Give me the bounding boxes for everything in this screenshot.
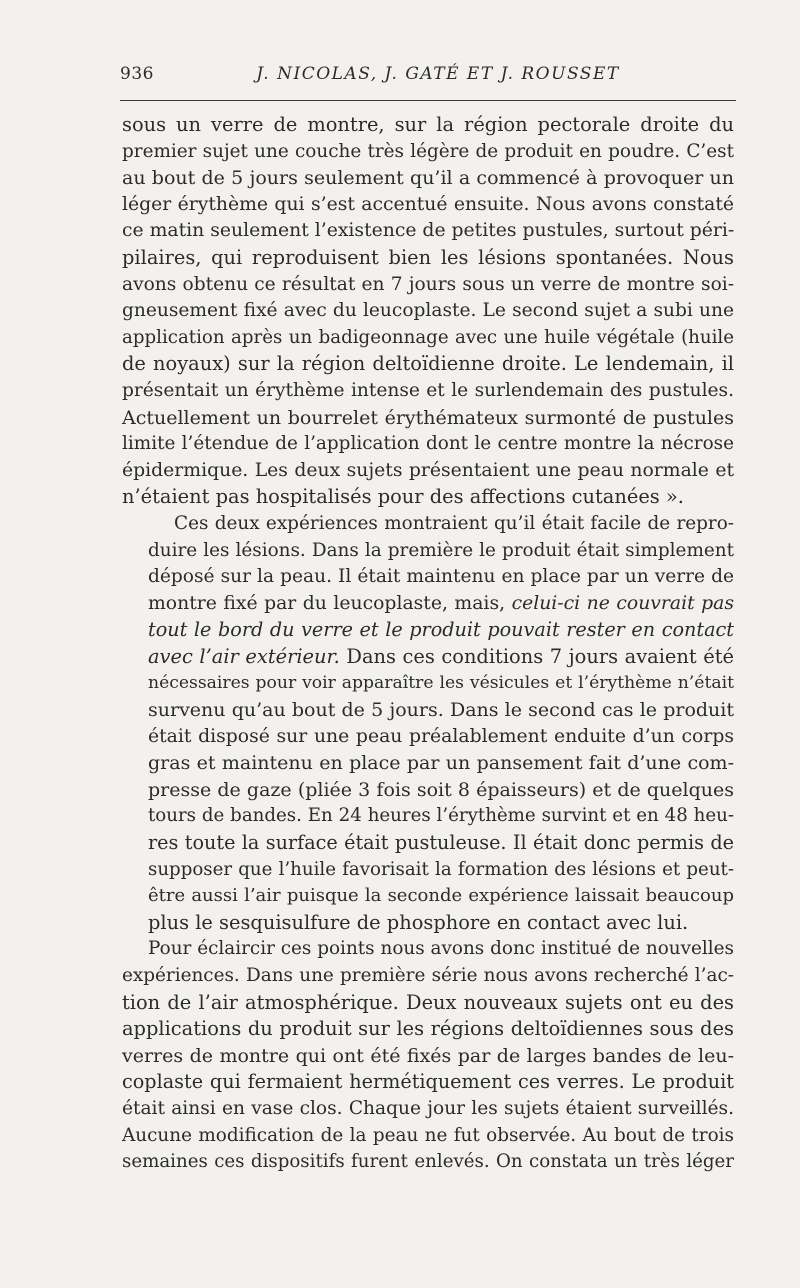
text-line: tion de l’air atmosphérique. Deux nouveaux sujets ont eu des <box>122 990 734 1014</box>
text-line: Actuellement un bourrelet érythémateux surmonté de pustules <box>122 406 734 429</box>
text-line: application après un badigeonnage avec une huile végétale (huile <box>122 326 734 348</box>
text-run: Dans ces conditions 7 jours avaient été <box>339 644 734 668</box>
text-line: supposer que l’huile favorisait la formation des lésions et peut- <box>148 858 734 880</box>
text-line: être aussi l’air puisque la seconde expérience laissait beaucoup <box>148 885 734 907</box>
text-line: Ces deux expériences montraient qu’il était facile de repro- <box>174 512 734 534</box>
paragraph-1 <box>122 112 734 511</box>
text-line: déposé sur la peau. Il était maintenu en place par un verre de <box>148 566 734 588</box>
italic-run: avec l’air extérieur. <box>148 644 340 668</box>
text-line: gras et maintenu en place par un pansement fait d’une com- <box>148 752 734 775</box>
text-line: était disposé sur une peau préalablement enduite d’un corps <box>148 725 734 747</box>
text-line: tours de bandes. En 24 heures l’érythème survint et en 48 heu- <box>148 805 734 827</box>
text-line: Aucune modification de la peau ne fut observée. Au bout de trois <box>122 1124 734 1146</box>
text-run: montre fixé par du leucoplaste, mais, <box>148 592 512 614</box>
text-line: plus le sesquisulfure de phosphore en contact avec lui. <box>148 910 689 934</box>
text-line: nécessaires pour voir apparaître les vésicules et l’érythème n’était <box>148 673 734 694</box>
text-line: de noyaux) sur la région deltoïdienne droite. Le lendemain, il <box>122 352 734 376</box>
text-line: gneusement fixé avec du leucoplaste. Le second sujet a subi une <box>122 300 734 322</box>
text-line: sous un verre de montre, sur la région pectorale droite du <box>122 113 734 136</box>
text-line: presse de gaze (pliée 3 fois soit 8 épaisseurs) et de quelques <box>148 778 734 801</box>
text-line: verres de montre qui ont été fixés par de larges bandes de leu- <box>122 1044 734 1067</box>
text-line: avons obtenu ce résultat en 7 jours sous un verre de montre soi- <box>122 273 734 295</box>
italic-run: celui-ci ne couvrait pas <box>511 592 734 614</box>
text-line: applications du produit sur les régions deltoïdiennes sous des <box>122 1017 734 1041</box>
text-line: n’étaient pas hospitalisés pour des affections cutanées ». <box>122 485 684 509</box>
text-line: duire les lésions. Dans la première le produit était simplement <box>148 539 734 561</box>
page-number: 936 <box>120 64 154 84</box>
italic-run: tout le bord du verre et le produit pouvait rester en contact <box>148 618 734 642</box>
text-line: coplaste qui fermaient hermétiquement ces verres. Le produit <box>122 1070 734 1094</box>
text-line: limite l’étendue de l’application dont le centre montre la nécrose <box>122 433 734 455</box>
text-line: épidermique. Les deux sujets présentaient une peau normale et <box>122 459 734 481</box>
text-line-italic <box>122 617 734 644</box>
text-line: pilaires, qui reproduisent bien les lésions spontanées. Nous <box>122 245 734 269</box>
text-line: survenu qu’au bout de 5 jours. Dans le second cas le produit <box>148 699 734 722</box>
text-line: expériences. Dans une première série nous avons recherché l’ac- <box>122 965 734 986</box>
body-text <box>122 112 734 1176</box>
text-line-mixed <box>122 644 734 671</box>
paragraph-2 <box>122 511 734 937</box>
text-line: ce matin seulement l’existence de petites pustules, surtout péri- <box>122 220 735 242</box>
text-line: res toute la surface était pustuleuse. Il était donc permis de <box>148 831 734 855</box>
paragraph-3 <box>122 936 734 1175</box>
text-line-mixed <box>122 591 734 618</box>
header-rule <box>120 100 736 101</box>
text-line: léger érythème qui s’est accentué ensuite. Nous avons constaté <box>122 193 734 215</box>
running-head: J. NICOLAS, J. GATÉ ET J. ROUSSET <box>256 64 620 84</box>
text-line: présentait un érythème intense et le surlendemain des pustules. <box>122 379 734 401</box>
page-header <box>120 64 736 90</box>
text-line: semaines ces dispositifs furent enlevés. On constata un très léger <box>122 1151 734 1173</box>
text-line: au bout de 5 jours seulement qu’il a commencé à provoquer un <box>122 167 734 190</box>
text-line: Pour éclaircir ces points nous avons donc institué de nouvelles <box>148 938 734 960</box>
text-line: premier sujet une couche très légère de produit en poudre. C’est <box>122 140 734 162</box>
text-line: était ainsi en vase clos. Chaque jour les sujets étaient surveillés. <box>122 1097 734 1119</box>
